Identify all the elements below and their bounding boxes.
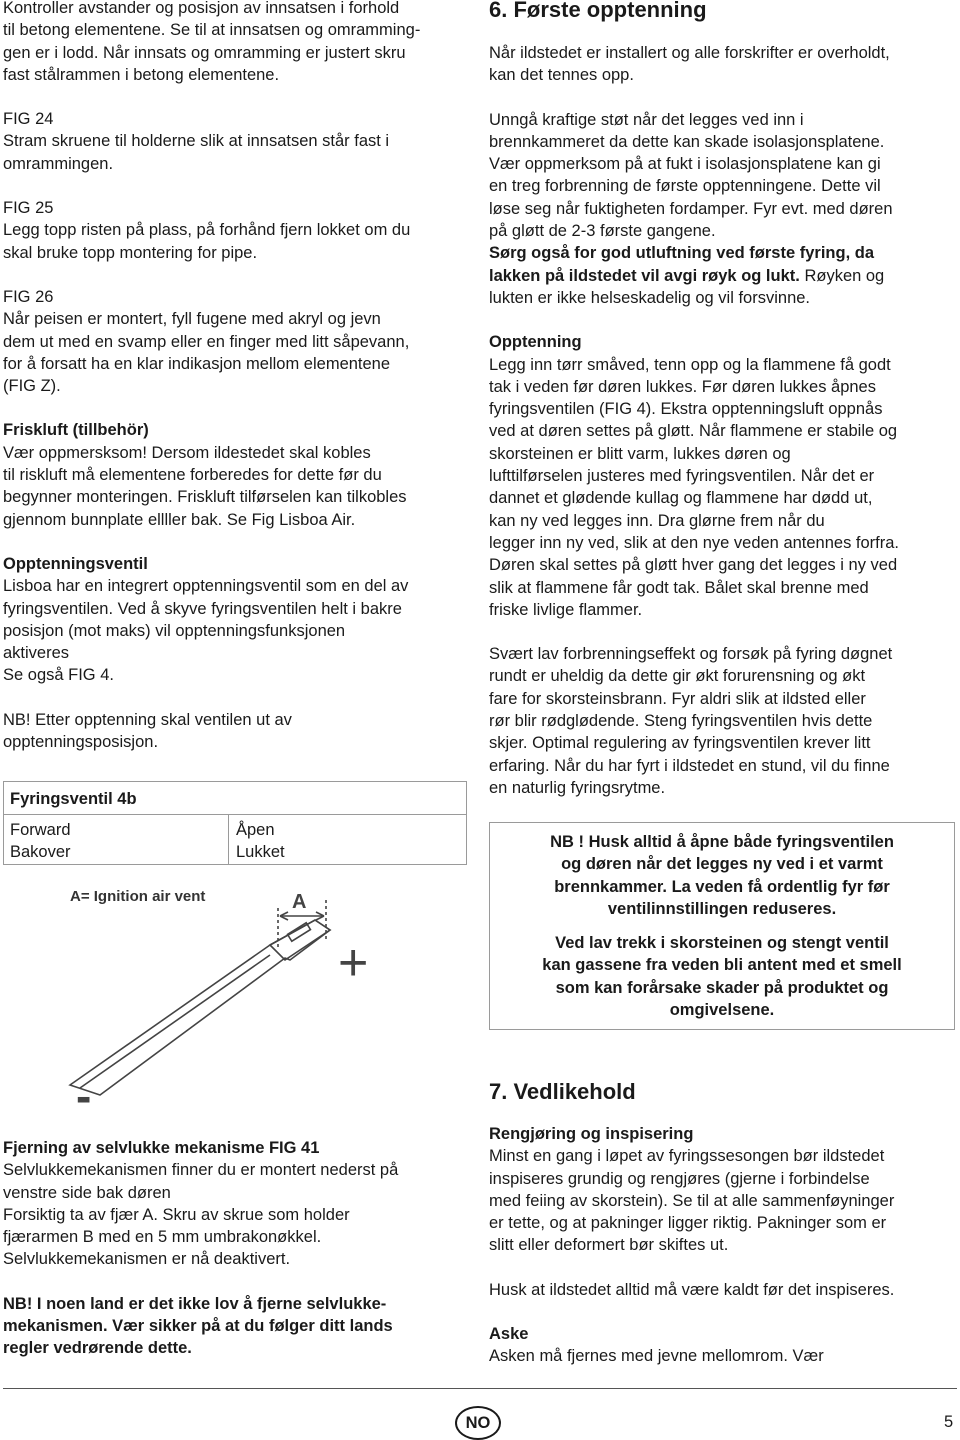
- rengjoring-text: Minst en gang i løpet av fyringssesongen bør ildstedet inspiseres grundig og rengjøres (gjerne i forbindelse med feiing av skorstein). Se til at alle sammenføyninger er tette, og at pakninger ligger riktig. Pakninger som er slitt eller deformert bør skiftes ut.: [489, 1147, 895, 1255]
- plus-label: +: [338, 934, 369, 992]
- minus-label: -: [76, 1070, 92, 1110]
- valve-table-header: Fyringsventil 4b: [4, 782, 466, 815]
- nb-box-paragraph-2: Ved lav trekk i skorsteinen og stengt ventil kan gassene fra veden bli antent med et smell som kan forårsake skader på produktet og omgivelsene.: [542, 934, 902, 1020]
- husk-text: Husk at ildstedet alltid må være kaldt før det inspiseres.: [489, 1280, 895, 1299]
- fig26-text: Når peisen er montert, fyll fugene med akryl og jevn dem ut med en svamp eller en finger med litt såpevann, for å forsatt ha en klar indikasjon mellom elementene (FIG Z).: [3, 310, 410, 396]
- figure-caption: A= Ignition air vent: [70, 888, 206, 905]
- intro-paragraph: Kontroller avstander og posisjon av innsatsen i forhold til betong elementene. Se til at innsatsen og omramming- gen er i lodd. Når innsats og omramming er justert skru fast stålrammen i betong elementene.: [3, 0, 421, 84]
- ventilation-warning: Sørg også for god utluftning ved første fyring, da lakken på ildstedet vil avgi røyk og lukt.: [489, 244, 874, 285]
- ventil-heading: Opptenningsventil: [3, 554, 148, 573]
- maintenance-section: [489, 1079, 959, 1368]
- section-6-ventilation: [489, 242, 959, 309]
- section-6-title: 6. Første opptenning: [489, 0, 707, 22]
- fig25-text: Legg topp risten på plass, på forhånd fjern lokket om du skal bruke topp montering for pipe.: [3, 221, 411, 262]
- nb-warning-box: [489, 822, 955, 1030]
- selvlukke-nb: NB! I noen land er det ikke lov å fjerne selvlukke- mekanismen. Vær sikker på at du følger ditt lands regler vedrørende dette.: [3, 1294, 393, 1358]
- fig26-heading: FIG 26: [3, 287, 54, 306]
- left-column: [3, 0, 473, 753]
- nb-note: NB! Etter opptenning skal ventilen ut av opptenningsposisjon.: [3, 710, 292, 752]
- valve-table-divider: [228, 815, 229, 865]
- opptenning-heading: Opptenning: [489, 333, 582, 352]
- selvlukke-text: Selvlukkemekanismen finner du er montert nederst på venstre side bak døren Forsiktig ta av fjær A. Skru av skrue som holder fjærarmen B med en 5 mm umbrakonøkkel. Selvlukkemekanismen er nå deaktivert.: [3, 1161, 399, 1269]
- section-6-intro: Når ildstedet er installert og alle forskrifter er overholdt, kan det tennes opp.: [489, 44, 890, 85]
- rengjoring-heading: Rengjøring og inspisering: [489, 1125, 694, 1143]
- friskluft-heading: Friskluft (tillbehör): [3, 421, 149, 440]
- dimension-label-a: A: [292, 891, 307, 913]
- fig25-heading: FIG 25: [3, 199, 54, 218]
- language-badge: NO: [455, 1406, 501, 1440]
- fig24-text: Stram skruene til holderne slik at innsatsen står fast i omrammingen.: [3, 132, 390, 173]
- page-number: 5: [944, 1413, 954, 1431]
- nb-box-paragraph-1: NB ! Husk alltid å åpne både fyringsventilen og døren når det legges ny ved i et varmt brennkammer. La veden få ordentlig fyr før ventilinnstillingen reduseres.: [550, 833, 894, 918]
- smoke-note: Røyken og lukten er ikke helseskadelig og vil forsvinne.: [489, 266, 885, 307]
- friskluft-text: Vær oppmersksom! Dersom ildestedet skal kobles til riskluft må elementene forberedes for dette før du begynner monteringen. Friskluft tilførselen kan tilkobles gjennom bunnplate ellller bak. Se Fig Lisboa Air.: [3, 443, 407, 529]
- valve-table-direction: Forward Bakover: [10, 821, 71, 862]
- ventil-text: Lisboa har en integrert opptenningsventil som en del av fyringsventilen. Ved å skyve fyringsventilen helt i bakre posisjon (mot maks) vil opptenningsfunksjonen aktiveres Se også FIG 4.: [3, 577, 409, 685]
- aske-text: Asken må fjernes med jevne mellomrom. Vær: [489, 1347, 824, 1366]
- aske-heading: Aske: [489, 1325, 529, 1344]
- fig24-heading: FIG 24: [3, 110, 54, 129]
- opptenning-text: Legg inn tørr småved, tenn opp og la flammene få godt tak i veden før døren lukkes. Før døren lukkes åpnes fyringsventilen (FIG 4). Ekstra opptenningsluft oppnås ved at døren settes på gløtt. Når flammene er stabile og skorsteinen er blitt varm, lukkes døren og lufttilførselen justeres med fyringsventilen. Når det er dannet et glødende kullag og flammene har dødd ut, kan ny ved legges inn. Dra glørne frem når du legger inn ny ved, slik at den nye veden antennes forfra. Døren skal settes på gløtt hver gang det legges i ny ved slik at flammene får godt tak. Bålet skal brenne med friske livlige flammer.: [489, 355, 900, 619]
- footer-rule: [3, 1388, 957, 1389]
- low-combustion-warning: Svært lav forbrenningseffekt og forsøk på fyring døgnet rundt er uheldig da dette gir økt forurensning og økt fare for skorsteinsbrann. Fyr aldri slik at ildsted eller rør blir rødglødende. Steng fyringsventilen hvis dette skjer. Optimal regulering av fyringsventilen krever litt erfaring. Når du har fyrt i ildstedet en stund, vil du finne en naturlig fyringsrytme.: [489, 645, 893, 797]
- ignition-vent-illustration: [40, 880, 400, 1110]
- right-column: [489, 0, 959, 799]
- section-6-insulation: Unngå kraftige støt når det legges ved inn i brennkammeret da dette kan skade isolasjonsplatene. Vær oppmerksom på at fukt i isolasjonsplatene kan gi en treg forbrenning de første opptenningene. Dette vil løse seg når fuktigheten fordamper. Fyr evt. med døren på gløtt de 2-3 første gangene.: [489, 110, 893, 241]
- valve-table-body: [4, 815, 466, 865]
- valve-table-state: Åpen Lukket: [236, 821, 285, 862]
- selvlukke-heading: Fjerning av selvlukke mekanisme FIG 41: [3, 1139, 320, 1157]
- valve-table: [3, 781, 467, 865]
- selvlukke-section: [3, 1137, 473, 1360]
- section-7-title: 7. Vedlikehold: [489, 1079, 636, 1104]
